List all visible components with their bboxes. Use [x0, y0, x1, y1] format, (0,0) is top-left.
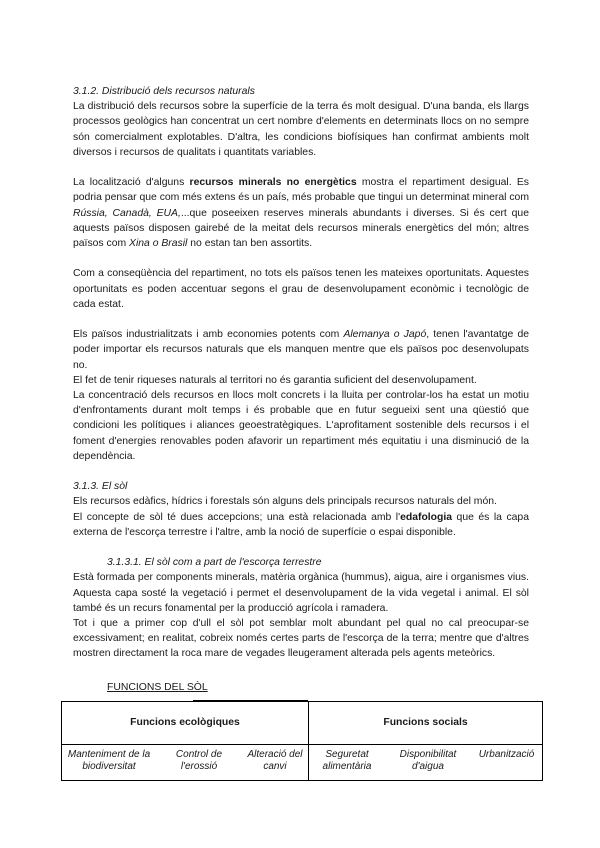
- text-run: Els països industrialitzats i amb economies potents com: [73, 329, 344, 341]
- table-cell: Urbanització: [471, 744, 543, 780]
- paragraph: El fet de tenir riqueses naturals al territori no és garantia suficient del desenvolupament.: [73, 374, 477, 386]
- italic-countries: Xina o Brasil: [129, 238, 188, 250]
- paragraph: Com a conseqüència del repartiment, no tots els països tenen les mateixes oportunitats. Aquestes oportunitats es poden accentuar segons el grau de desenvolupament econòmic i tecnològic de cada estat.: [73, 268, 529, 310]
- paragraph-concept: [73, 510, 529, 540]
- italic-countries: Alemanya o Japó: [343, 329, 427, 341]
- divider: [193, 700, 308, 702]
- text-run: no estan tan ben assortits.: [187, 238, 313, 250]
- text-run: ...que poseeixen reserves minerals abundants i diverses. Si és cert que aquests països disposen gairebé de la meitat dels recursos minerals energètics del món; altres països com: [73, 207, 529, 250]
- text-run: La localització d'alguns: [73, 177, 190, 189]
- table-row: [62, 744, 543, 780]
- section-heading-3-1-3: 3.1.3. El sòl: [73, 481, 128, 493]
- paragraph-industrialized: [73, 327, 529, 373]
- section-heading-3-1-3-1: 3.1.3.1. El sòl com a part de l'escorça terrestre: [107, 557, 322, 569]
- table-header-row: [62, 701, 543, 744]
- paragraph: Els recursos edàfics, hídrics i forestals són alguns dels principals recursos naturals del món.: [73, 496, 497, 508]
- table-title: FUNCIONS DEL SÒL: [107, 681, 208, 693]
- paragraph: La distribució dels recursos sobre la superfície de la terra és molt desigual. D'una banda, els llargs processos geològics han concentrat un cert nombre d'elements en determinats llocs on no sempre són comercialment explotables. D'altra, les condicions biofísiques han confirmat ambients molt diversos i recursos de qualitats i quantitats variables.: [73, 101, 529, 158]
- bold-term: edafologia: [400, 511, 453, 523]
- italic-countries: Rússia, Canadà, EUA,: [73, 207, 181, 219]
- bold-term: recursos minerals no energètics: [189, 177, 357, 189]
- table-cell: Manteniment de la biodiversitat: [62, 744, 157, 780]
- table-cell: Alteració del canvi: [242, 744, 309, 780]
- paragraph: La concentració dels recursos en llocs molt concrets i la lluita per controlar-los ha estat un motiu d'enfrontaments durant molt temps i és probable que en futur segueixi sent una qüestió que condicioni les polítiques i aliances geoestratègiques. L'aprofitament sostenible dels recursos i el foment d'energies renovables poden afavorir un repartiment més equitatiu i una disminució de la dependència.: [73, 390, 529, 462]
- header-ecological-functions: Funcions ecològiques: [62, 701, 309, 744]
- document-page: [67, 84, 535, 781]
- header-social-functions: Funcions socials: [309, 701, 543, 744]
- paragraph: Tot i que a primer cop d'ull el sòl pot semblar molt abundant pel qual no cal preocupar-se excessivament; en realitat, cobreix només certes parts de l'escorça de la terra; mentre que d'altres mostren directament la roca mare de vegades lleugerament alterada pels agents meteòrics.: [73, 618, 529, 660]
- soil-functions-table-wrapper: [67, 701, 535, 781]
- soil-functions-table: [61, 701, 543, 781]
- paragraph: Està formada per components minerals, matèria orgànica (hummus), aigua, aire i organismes vius. Aquesta capa sosté la vegetació i permet el desenvolupament de la vida vegetal i animal. El sòl també és un recurs fonamental per la producció agrícola i ramadera.: [73, 572, 529, 614]
- table-cell: Disponibilitat d'aigua: [385, 744, 471, 780]
- table-cell: Seguretat alimentària: [309, 744, 386, 780]
- text-run: El concepte de sòl té dues accepcions; una està relacionada amb l': [73, 511, 401, 523]
- section-heading-3-1-2: 3.1.2. Distribució dels recursos naturals: [73, 86, 255, 97]
- text-run: , tenen l'avantatge de poder importar els recursos naturals que els manquen mentre que els països poc desenvolupats no.: [73, 329, 529, 371]
- paragraph-minerals: [73, 175, 529, 251]
- text-run: que és la capa externa de l'escorça terrestre i l'altre, amb la noció de superfície o espai disponible.: [73, 511, 529, 538]
- table-cell: Control de l'erossió: [156, 744, 242, 780]
- text-run: mostra el repartiment desigual. Es podria pensar que com més extens és un país, més probable que tingui un determinat mineral com: [73, 177, 529, 204]
